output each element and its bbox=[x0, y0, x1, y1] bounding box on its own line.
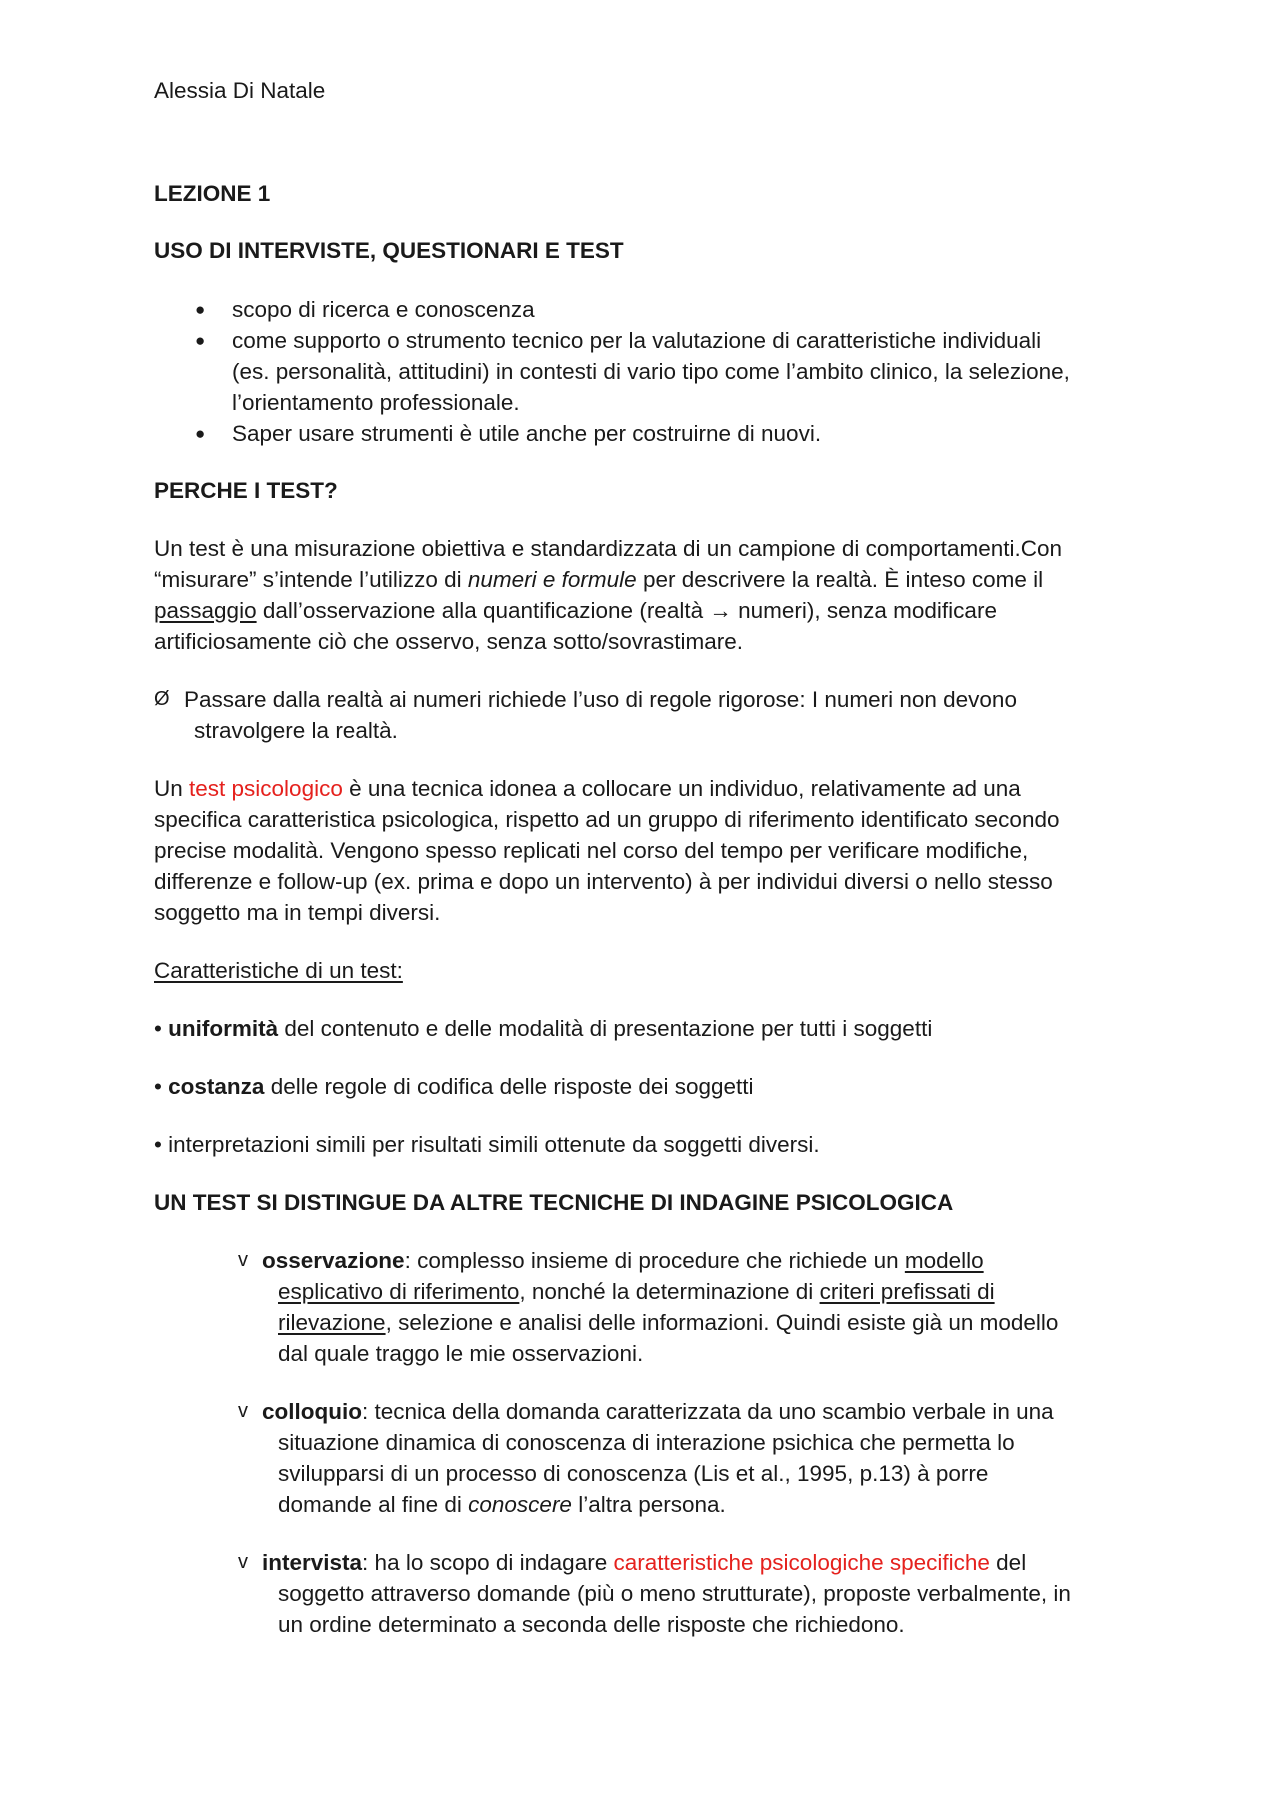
underlined-text: passaggio bbox=[154, 598, 257, 623]
highlighted-term: caratteristiche psicologiche specifiche bbox=[613, 1550, 990, 1575]
dot-icon: • bbox=[154, 1132, 162, 1157]
paragraph-line: differenze e follow-up (ex. prima e dopo un intervento) à per individui diversi o nello stesso bbox=[154, 869, 1053, 894]
characteristic-item: • uniformità del contenuto e delle modalità di presentazione per tutti i soggetti bbox=[154, 1016, 933, 1041]
technique-line: rilevazione, selezione e analisi delle informazioni. Quindi esiste già un modello bbox=[278, 1310, 1059, 1335]
arrow-bullet-icon: Ø bbox=[154, 688, 170, 710]
lesson-title: LEZIONE 1 bbox=[154, 181, 271, 206]
paragraph-line: Un test è una misurazione obiettiva e standardizzata di un campione di comportamenti.Con bbox=[154, 536, 1062, 561]
paragraph-line: soggetto ma in tempi diversi. bbox=[154, 900, 441, 925]
underlined-text: rilevazione bbox=[278, 1310, 386, 1335]
paragraph-line: Un test psicologico è una tecnica idonea a collocare un individuo, relativamente ad una bbox=[154, 776, 1021, 801]
underlined-text: esplicativo di riferimento bbox=[278, 1279, 520, 1304]
check-icon: v bbox=[238, 1551, 248, 1573]
note-line: stravolgere la realtà. bbox=[194, 718, 398, 743]
bullet-icon: ● bbox=[195, 331, 206, 350]
author-name: Alessia Di Natale bbox=[154, 78, 326, 103]
bullet-icon: ● bbox=[195, 424, 206, 443]
check-icon: v bbox=[238, 1400, 248, 1422]
technique-line: situazione dinamica di conoscenza di interazione psichica che permetta lo bbox=[278, 1430, 1015, 1455]
note-line: Passare dalla realtà ai numeri richiede l’uso di regole rigorose: I numeri non devono bbox=[184, 687, 1017, 712]
paragraph-line: precise modalità. Vengono spesso replicati nel corso del tempo per verificare modifiche, bbox=[154, 838, 1029, 863]
paragraph-line: “misurare” s’intende l’utilizzo di numeri e formule per descrivere la realtà. È inteso come il bbox=[154, 567, 1044, 592]
technique-line: un ordine determinato a seconda delle risposte che richiedono. bbox=[278, 1612, 905, 1637]
bullet-icon: ● bbox=[195, 300, 206, 319]
paragraph-line: specifica caratteristica psicologica, rispetto ad un gruppo di riferimento identificato secondo bbox=[154, 807, 1060, 832]
technique-line: dal quale traggo le mie osservazioni. bbox=[278, 1341, 644, 1366]
characteristic-item: • interpretazioni simili per risultati simili ottenute da soggetti diversi. bbox=[154, 1132, 820, 1157]
italic-text: numeri e formule bbox=[467, 567, 637, 592]
section-heading-uses: USO DI INTERVISTE, QUESTIONARI E TEST bbox=[154, 238, 624, 263]
underlined-text: modello bbox=[904, 1248, 984, 1273]
underlined-text: criteri prefissati di bbox=[819, 1279, 995, 1304]
technique-line: colloquio: tecnica della domanda caratterizzata da uno scambio verbale in una bbox=[262, 1399, 1054, 1424]
list-item: scopo di ricerca e conoscenza bbox=[232, 297, 535, 322]
technique-line: svilupparsi di un processo di conoscenza (Lis et al., 1995, p.13) à porre bbox=[278, 1461, 989, 1486]
technique-line: domande al fine di conoscere l’altra persona. bbox=[278, 1492, 726, 1517]
list-item-continuation: l’orientamento professionale. bbox=[232, 390, 520, 415]
characteristics-title: Caratteristiche di un test: bbox=[154, 958, 403, 983]
list-item: Saper usare strumenti è utile anche per costruirne di nuovi. bbox=[232, 421, 822, 446]
dot-icon: • bbox=[154, 1074, 162, 1099]
technique-line: esplicativo di riferimento, nonché la determinazione di criteri prefissati di bbox=[278, 1279, 995, 1304]
section-heading-why-tests: PERCHE I TEST? bbox=[154, 478, 338, 503]
list-item-continuation: (es. personalità, attitudini) in contesti di vario tipo come l’ambito clinico, la selezione, bbox=[232, 359, 1070, 384]
technique-line: osservazione: complesso insieme di procedure che richiede un modello bbox=[262, 1248, 984, 1273]
italic-text: conoscere bbox=[468, 1492, 572, 1517]
characteristic-item: • costanza delle regole di codifica delle risposte dei soggetti bbox=[154, 1074, 754, 1099]
list-item: come supporto o strumento tecnico per la valutazione di caratteristiche individuali bbox=[232, 328, 1042, 353]
highlighted-term: test psicologico bbox=[189, 776, 343, 801]
technique-line: intervista: ha lo scopo di indagare caratteristiche psicologiche specifiche del bbox=[262, 1550, 1027, 1575]
dot-icon: • bbox=[154, 1016, 162, 1041]
section-heading-distinction: UN TEST SI DISTINGUE DA ALTRE TECNICHE DI INDAGINE PSICOLOGICA bbox=[154, 1190, 954, 1215]
check-icon: v bbox=[238, 1249, 248, 1271]
paragraph-line: artificiosamente ciò che osservo, senza sotto/sovrastimare. bbox=[154, 629, 743, 654]
paragraph-line: passaggio dall’osservazione alla quantificazione (realtà → numeri), senza modificare bbox=[154, 598, 997, 623]
technique-line: soggetto attraverso domande (più o meno strutturate), proposte verbalmente, in bbox=[278, 1581, 1071, 1606]
